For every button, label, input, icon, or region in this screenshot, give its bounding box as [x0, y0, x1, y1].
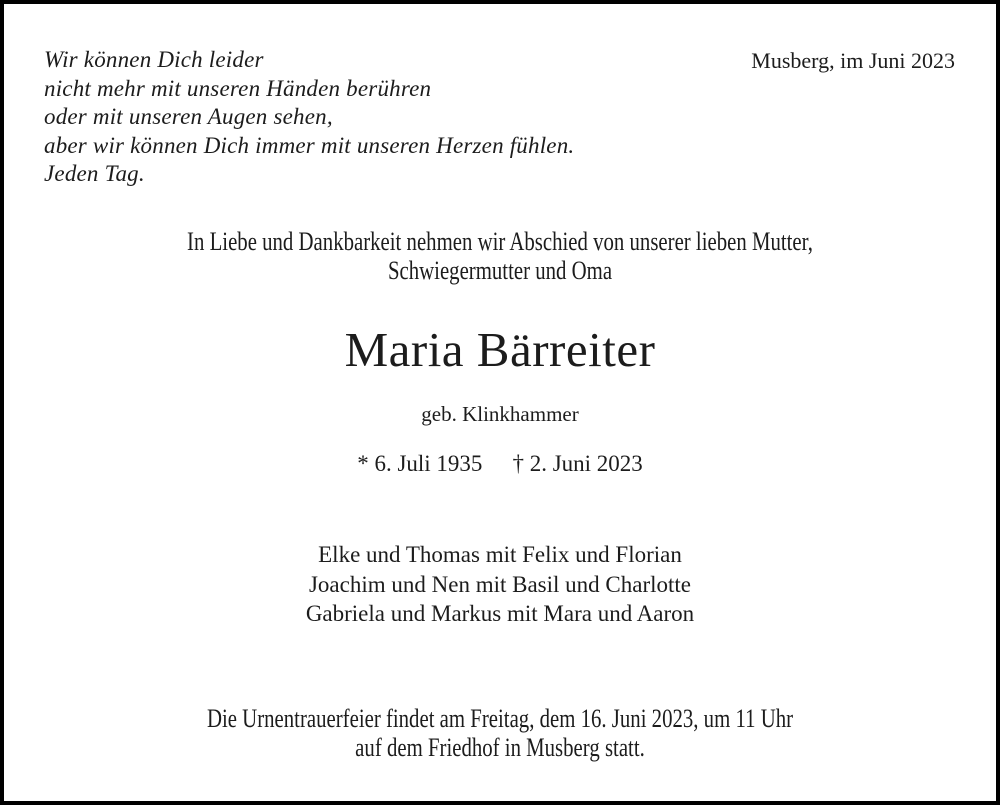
birth-date: * 6. Juli 1935: [357, 451, 483, 476]
poem-line: Wir können Dich leider: [44, 47, 264, 72]
maiden-name: geb. Klinkhammer: [421, 402, 579, 426]
place-dateline: Musberg, im Juni 2023: [751, 48, 955, 73]
poem-line: nicht mehr mit unseren Händen berühren: [44, 75, 432, 101]
funeral-line: Die Urnentrauerfeier findet am Freitag, dem 16. Juni 2023, um 11 Uhr: [206, 704, 794, 733]
deceased-name: Maria Bärreiter: [344, 322, 656, 377]
family-line: Elke und Thomas mit Felix und Florian: [318, 542, 682, 567]
family-names: [4, 540, 996, 629]
intro-line: Schwiegermutter und Oma: [387, 255, 613, 285]
life-dates: [4, 451, 996, 477]
funeral-info: [103, 704, 897, 762]
death-date: † 2. Juni 2023: [512, 451, 643, 476]
intro-paragraph: [103, 228, 897, 286]
poem-line: Jeden Tag.: [44, 161, 145, 187]
family-line: Joachim und Nen mit Basil und Charlotte: [308, 571, 691, 597]
family-line: Gabriela und Markus mit Mara und Aaron: [305, 601, 695, 627]
funeral-line: auf dem Friedhof in Musberg statt.: [355, 733, 645, 763]
memorial-poem: [44, 46, 574, 189]
poem-line: aber wir können Dich immer mit unseren Herzen fühlen.: [44, 132, 575, 158]
intro-line: In Liebe und Dankbarkeit nehmen wir Abschied von unserer lieben Mutter,: [187, 227, 813, 256]
poem-line: oder mit unseren Augen sehen,: [44, 104, 333, 130]
